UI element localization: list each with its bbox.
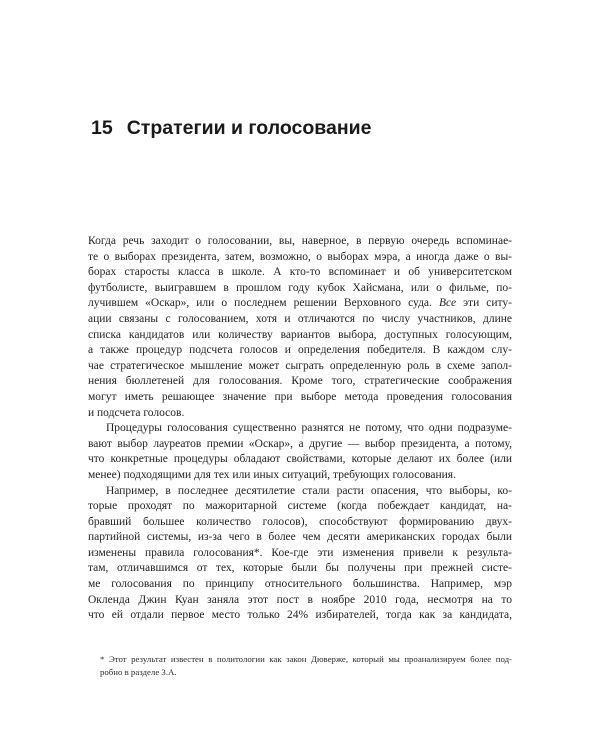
chapter-number: 15 bbox=[91, 117, 113, 139]
text-line: Когда речь заходит о голосовании, вы, наверное, в первую очередь вспоминае- bbox=[88, 235, 512, 247]
text-line: а также процедур подсчета голосов и определения победителя. В каждом слу- bbox=[88, 344, 512, 357]
text-line: что ей отдали первое место только 24% избирателей, тогда как за кандидата, bbox=[88, 609, 512, 622]
text-segment: лучившем «Оскар», или о последнем решении Верховного суда. bbox=[88, 297, 432, 310]
body-text bbox=[88, 234, 512, 624]
text-line: Процедуры голосования существенно разнятся не потому, что одни подразуме- bbox=[106, 422, 512, 435]
chapter-heading bbox=[91, 116, 371, 140]
text-line bbox=[88, 296, 512, 312]
text-line: изменены правила голосования*. Кое-где эти изменения привели к результа- bbox=[88, 546, 512, 559]
text-line: партийной системы, из-за чего в более чем десяти американских городах были bbox=[88, 531, 512, 544]
emphasis-text: Все bbox=[438, 297, 457, 310]
text-line: нения бюллетеней для голосования. Кроме того, стратегические соображения bbox=[88, 375, 512, 388]
footnote bbox=[100, 653, 512, 678]
text-line: торые проходят по мажоритарной системе (когда побеждает кандидат, на- bbox=[88, 500, 512, 513]
text-line: ации связаны с голосованием, хотя и отличаются по числу участников, длине bbox=[88, 312, 512, 325]
footnote-text: Этот результат известен в политологии как закон Дюверже, который мы проанализируем более под- bbox=[108, 654, 512, 664]
text-line: вают выбор лауреатов премии «Оскар», а другие — выбор президента, а потому, bbox=[88, 437, 512, 450]
text-line: футболисте, выигравшем в прошлом году кубок Хайсмана, или о фильме, по- bbox=[88, 281, 512, 294]
text-line: чае стратегическое мышление может сыграть определенную роль в схеме запол- bbox=[88, 359, 512, 372]
footnote-line bbox=[100, 653, 512, 666]
text-line: бравший большее количество голосов), способствуют формированию двух- bbox=[88, 515, 512, 528]
footnote-line: робно в разделе 3.А. bbox=[100, 666, 177, 677]
text-line: Например, в последнее десятилетие стали расти опасения, что выборы, ко- bbox=[106, 484, 512, 497]
text-line: списка кандидатов или количеству вариантов выбора, доступных голосующим, bbox=[88, 328, 512, 341]
text-line: ме голосования по принципу относительного большинства. Например, мэр bbox=[88, 578, 512, 591]
text-segment: эти ситу- bbox=[463, 297, 513, 310]
paragraph bbox=[88, 421, 512, 483]
text-line: те о выборах президента, затем, возможно, о выборах мэра, а иногда даже о вы- bbox=[88, 250, 512, 263]
paragraph bbox=[88, 234, 512, 421]
text-line: там, отличавшимся от тех, которые были бы получены при прежней систе- bbox=[88, 562, 512, 575]
text-line: и подсчета голосов. bbox=[88, 406, 185, 419]
paragraph bbox=[88, 484, 512, 624]
text-line: борах старосты класса в школе. А кто-то вспоминает и об университетском bbox=[88, 266, 512, 279]
chapter-title: Стратегии и голосование bbox=[126, 117, 372, 139]
text-line: менее) подходящими для тех или иных ситуаций, требующих голосования. bbox=[88, 468, 456, 481]
text-line: что конкретные процедуры обладают свойствами, которые делают их более (или bbox=[88, 453, 512, 466]
text-line: Окленда Джин Куан заняла этот пост в ноябре 2010 года, несмотря на то bbox=[88, 593, 512, 606]
footnote-marker: * bbox=[100, 654, 105, 664]
text-line: могут иметь решающее значение при выборе метода проведения голосования bbox=[88, 390, 512, 403]
